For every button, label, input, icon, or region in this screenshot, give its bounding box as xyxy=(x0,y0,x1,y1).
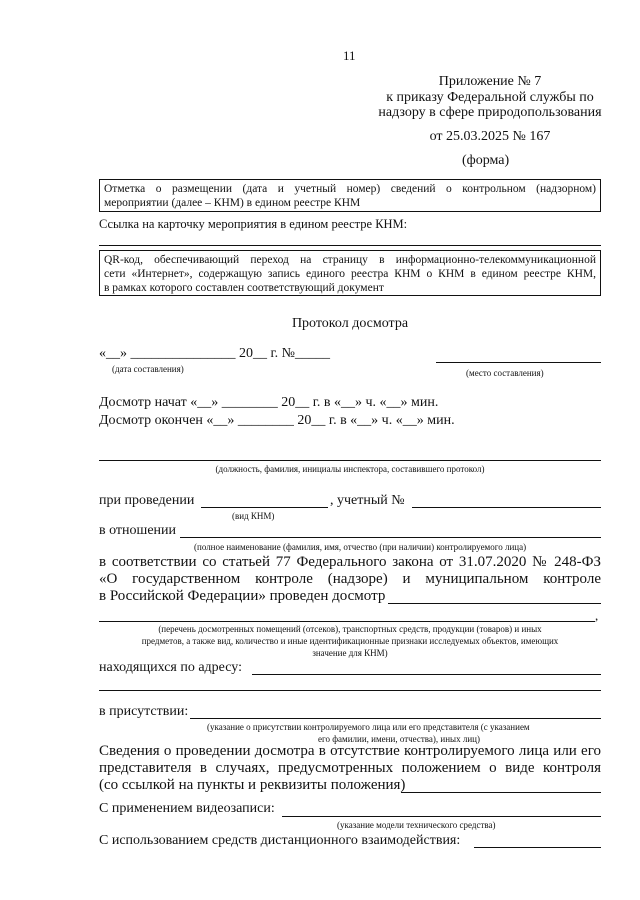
remote-interaction-line xyxy=(474,847,601,848)
law-text-line1: в соответствии со статьей 77 Федерального закона от 31.07.2020 № 248-ФЗ xyxy=(99,554,601,570)
form-label: (форма) xyxy=(462,153,510,168)
video-label: С применением видеозаписи: xyxy=(99,801,275,816)
registry-link-line xyxy=(99,245,601,246)
knm-type-caption: (вид КНМ) xyxy=(232,511,275,521)
record-number-line xyxy=(412,507,601,508)
objects-caption-line1: (перечень досмотренных помещений (отсеков), транспортных средств, продукции (товаров) и иных xyxy=(158,624,542,634)
law-text-line3: в Российской Федерации» проведен досмотр xyxy=(99,588,386,604)
inspection-start: Досмотр начат «__» ________ 20__ г. в «__» ч. «__» мин. xyxy=(99,395,439,410)
appendix-date: от 25.03.2025 № 167 xyxy=(429,129,551,144)
objects-comma: , xyxy=(595,608,599,623)
inspector-caption: (должность, фамилия, инициалы инспектора, составившего протокол) xyxy=(215,464,485,474)
appendix-order: к приказу Федеральной службы по xyxy=(386,90,594,105)
absence-text-line1: Сведения о проведении досмотра в отсутствие контролируемого лица или его xyxy=(99,743,601,759)
address-line xyxy=(252,674,601,675)
address-label: находящихся по адресу: xyxy=(99,660,242,675)
absence-line xyxy=(401,792,601,793)
conduct-label: при проведении xyxy=(99,493,195,508)
video-line xyxy=(282,816,601,817)
qr-code-box xyxy=(99,250,601,296)
place-line xyxy=(436,362,601,363)
objects-caption-line2: предметов, а также вид, количество и иные идентификационные признаки исследуемых объектов, имеющих xyxy=(141,636,559,646)
presence-caption-line2: его фамилии, имени, отчества), иных лиц) xyxy=(318,734,480,744)
registry-mark-line1: Отметка о размещении (дата и учетный номер) сведений о контрольном (надзорном) xyxy=(104,183,596,195)
qr-code-line1: QR-код, обеспечивающий переход на страницу в информационно-телекоммуникационной xyxy=(104,254,596,266)
law-text-line2: «О государственном контроле (надзоре) и муниципальном контроле xyxy=(99,571,601,587)
appendix-agency: надзору в сфере природопользования xyxy=(378,105,602,120)
presence-label: в присутствии: xyxy=(99,704,189,719)
registry-link-label: Ссылка на карточку мероприятия в едином реестре КНМ: xyxy=(99,217,408,231)
inspected-objects-line-inline xyxy=(388,603,601,604)
qr-code-line3: в рамках которого составлен соответствующий документ xyxy=(104,282,384,294)
page-number: 11 xyxy=(343,48,356,63)
presence-line xyxy=(190,718,601,719)
video-caption: (указание модели технического средства) xyxy=(337,820,496,830)
inspected-objects-line xyxy=(99,621,595,622)
place-caption: (место составления) xyxy=(466,368,544,378)
absence-text-line2: представителя в случаях, предусмотренных положением о виде контроля xyxy=(99,760,601,776)
inspection-end: Досмотр окончен «__» ________ 20__ г. в «__» ч. «__» мин. xyxy=(99,413,455,428)
registry-mark-box xyxy=(99,179,601,212)
inspector-line xyxy=(99,460,601,461)
presence-caption-line1: (указание о присутствии контролируемого лица или его представителя (с указанием xyxy=(207,722,530,732)
date-number-field: «__» _______________ 20__ г. №_____ xyxy=(99,346,331,361)
date-caption: (дата составления) xyxy=(112,364,184,374)
objects-caption-line3: значение для КНМ) xyxy=(312,648,388,658)
appendix-title: Приложение № 7 xyxy=(438,74,542,89)
regarding-label: в отношении xyxy=(99,523,177,538)
address-line-2 xyxy=(99,690,601,691)
absence-text-line3: (со ссылкой на пункты и реквизиты положения) xyxy=(99,777,406,793)
document-title: Протокол досмотра xyxy=(291,316,409,331)
remote-interaction-label: С использованием средств дистанционного взаимодействия: xyxy=(99,833,461,848)
qr-code-line2: сети «Интернет», содержащую запись единого реестра КНМ о КНМ в едином реестре КНМ, xyxy=(104,268,596,280)
regarding-caption: (полное наименование (фамилия, имя, отчество (при наличии) контролируемого лица) xyxy=(194,542,527,552)
record-number-label: , учетный № xyxy=(330,493,405,508)
regarding-line xyxy=(180,537,601,538)
knm-type-line xyxy=(201,507,328,508)
registry-mark-line2: мероприятии (далее – КНМ) в едином реестре КНМ xyxy=(104,197,361,209)
